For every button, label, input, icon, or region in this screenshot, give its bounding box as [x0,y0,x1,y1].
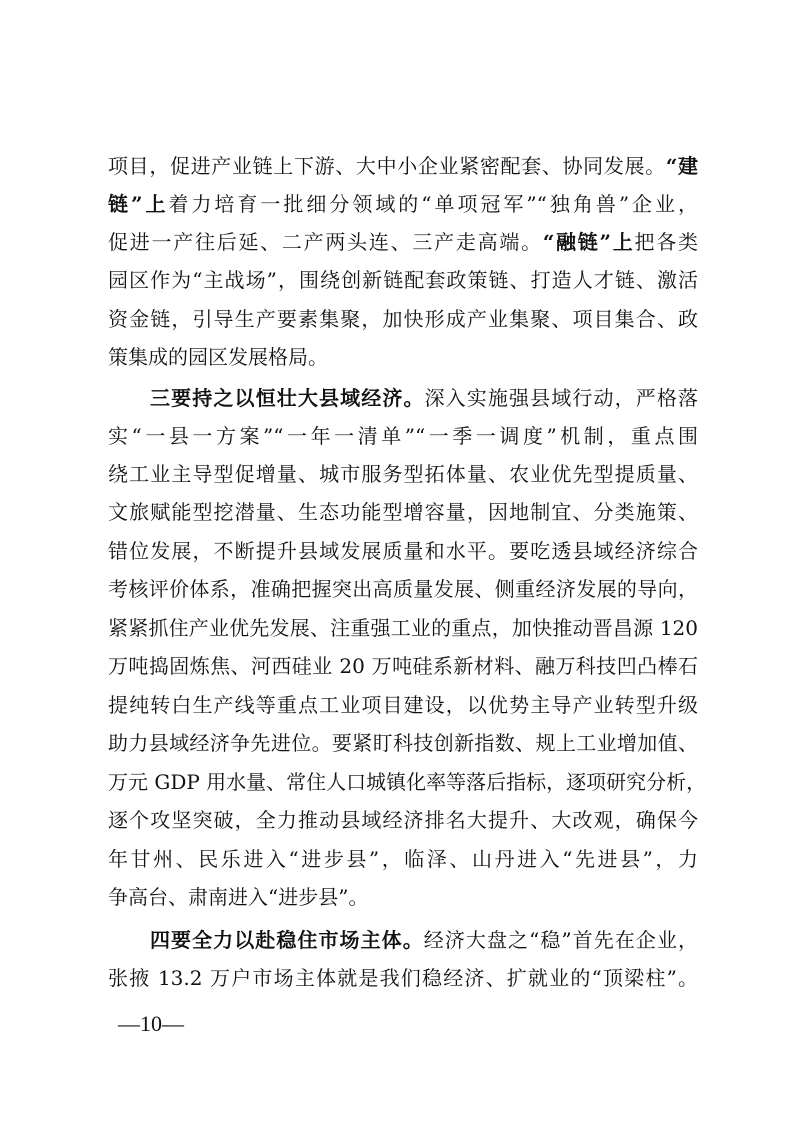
paragraph-line: 张掖 13.2 万户市场主体就是我们稳经济、扩就业的“顶梁柱”。 [108,966,698,990]
paragraph-line: 文旅赋能型挖潜量、生态功能型增容量，因地制宜、分类施策、 [108,500,698,524]
paragraph-line: 促进一产往后延、二产两头连、三产走高端。“融链”上把各类 [108,230,699,254]
paragraph-line: 逐个攻坚突破，全力推动县域经济排名大提升、大改观，确保今 [108,808,698,832]
paragraph-line: 年甘州、民乐进入“进步县”，临泽、山丹进入“先进县”，力 [108,847,698,871]
paragraph-line: 实“一县一方案”“一年一清单”“一季一调度”机制，重点围 [108,424,698,448]
paragraph-line: 错位发展，不断提升县域发展质量和水平。要吃透县域经济综合 [108,539,698,563]
paragraph-line: 园区作为“主战场”，围绕创新链配套政策链、打造人才链、激活 [108,268,698,292]
paragraph-heading-line: 四要全力以赴稳住市场主体。经济大盘之“稳”首先在企业， [150,928,699,952]
page-number: —10— [118,1011,184,1036]
paragraph-line: 助力县域经济争先进位。要紧盯科技创新指数、规上工业增加值、 [108,731,698,755]
paragraph-line: 项目，促进产业链上下游、大中小企业紧密配套、协同发展。“建 [108,154,698,178]
paragraph-line: 争高台、肃南进入“进步县”。 [108,885,369,909]
paragraph-line: 紧紧抓住产业优先发展、注重强工业的重点，加快推动晋昌源 120 [108,616,698,640]
paragraph-line: 绕工业主导型促增量、城市服务型拓体量、农业优先型提质量、 [108,462,698,486]
paragraph-line: 链”上着力培育一批细分领域的“单项冠军”“独角兽”企业， [108,192,698,216]
paragraph-line: 万元 GDP 用水量、常住人口城镇化率等落后指标，逐项研究分析， [108,770,707,794]
paragraph-line: 万吨捣固炼焦、河西硅业 20 万吨硅系新材料、融万科技凹凸棒石 [108,654,698,678]
paragraph-heading-line: 三要持之以恒壮大县域经济。深入实施强县域行动，严格落 [150,386,699,410]
paragraph-line: 提纯转白生产线等重点工业项目建设，以优势主导产业转型升级 [108,693,698,717]
paragraph-line: 策集成的园区发展格局。 [108,345,328,369]
paragraph-line: 资金链，引导生产要素集聚，加快形成产业集聚、项目集合、政 [108,307,698,331]
paragraph-line: 考核评价体系，准确把握突出高质量发展、侧重经济发展的导向， [108,577,698,601]
